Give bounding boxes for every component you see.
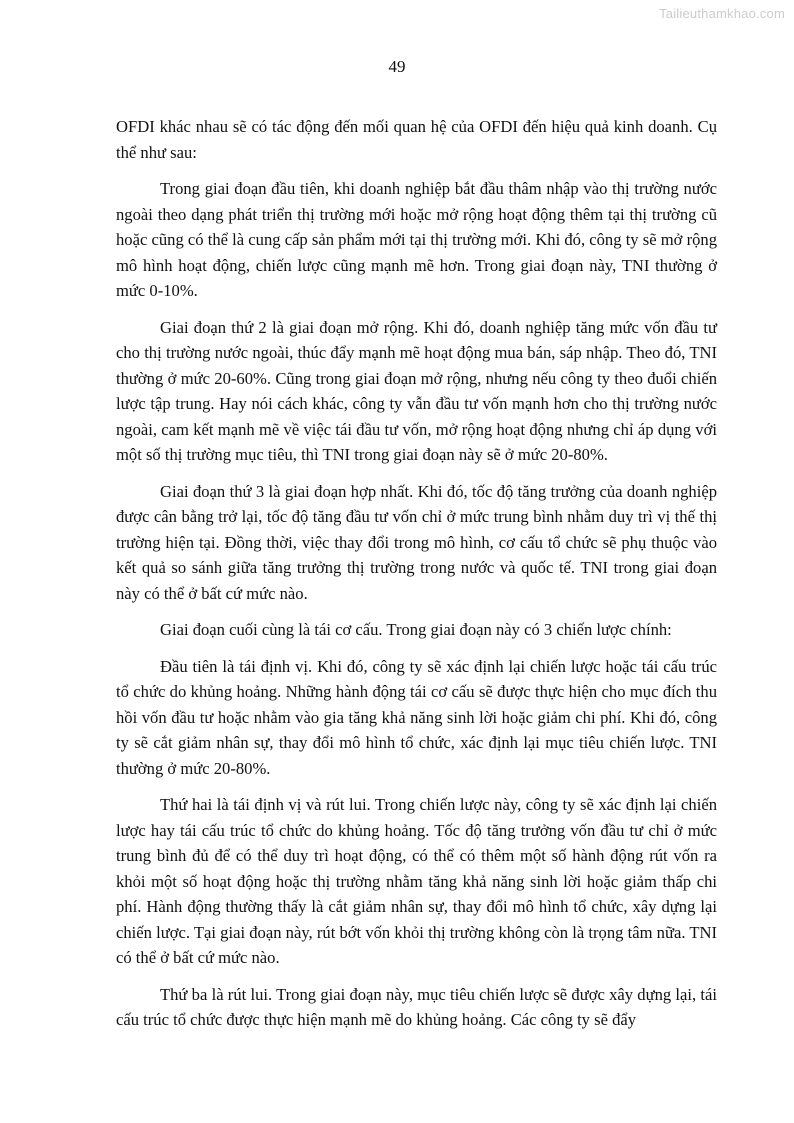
paragraph-3: Giai đoạn thứ 2 là giai đoạn mở rộng. Khi đó, doanh nghiệp tăng mức vốn đầu tư cho thị trường nước ngoài, thúc đẩy mạnh mẽ hoạt động mua bán, sáp nhập. Theo đó, TNI thường ở mức 20-60%. Cũng trong giai đoạn mở rộng, nhưng nếu công ty theo đuổi chiến lược tập trung. Hay nói cách khác, công ty vẫn đầu tư vốn mạnh hơn cho thị trường nước ngoài, cam kết mạnh mẽ về việc tái đầu tư vốn, mở rộng hoạt động nhưng chỉ áp dụng với một số thị trường mục tiêu, thì TNI trong giai đoạn này sẽ ở mức 20-80%. (116, 317, 717, 464)
paragraph-1: OFDI khác nhau sẽ có tác động đến mối quan hệ của OFDI đến hiệu quả kinh doanh. Cụ thể như sau: (116, 117, 717, 162)
paragraph-6: Đầu tiên là tái định vị. Khi đó, công ty sẽ xác định lại chiến lược hoặc tái cấu trúc tổ chức do khủng hoảng. Những hành động tái cơ cấu sẽ được thực hiện cho mục đích thu hồi vốn đầu tư hoặc nhằm vào gia tăng khả năng sinh lời hoặc giảm chi phí. Khi đó, công ty sẽ cắt giảm nhân sự, thay đổi mô hình tổ chức, xác định lại mục tiêu chiến lược. TNI thường ở mức 20-80%. (116, 656, 717, 778)
paragraph-5: Giai đoạn cuối cùng là tái cơ cấu. Trong giai đoạn này có 3 chiến lược chính: (160, 620, 672, 639)
paragraph-7: Thứ hai là tái định vị và rút lui. Trong chiến lược này, công ty sẽ xác định lại chiến lược hay tái cấu trúc tổ chức do khủng hoảng. Tốc độ tăng trưởng vốn đầu tư chỉ ở mức trung bình đủ để có thể duy trì hoạt động, có thể có thêm một số hành động rút vốn ra khỏi một số hoạt động hoặc thị trường nhằm tăng khả năng sinh lời hoặc giảm thấp chi phí. Hành động thường thấy là cắt giảm nhân sự, thay đổi mô hình tổ chức, xây dựng lại chiến lược. Tại giai đoạn này, rút bớt vốn khỏi thị trường không còn là trọng tâm nữa. TNI có thể ở bất cứ mức nào. (116, 795, 717, 967)
watermark: Tailieuthamkhao.com (659, 6, 785, 21)
paragraph-2: Trong giai đoạn đầu tiên, khi doanh nghiệp bắt đầu thâm nhập vào thị trường nước ngoài theo dạng phát triển thị trường mới hoặc mở rộng hoạt động thêm tại thị trường cũ hoặc cũng có thể là cung cấp sản phẩm mới tại thị trường mới. Khi đó, công ty sẽ mở rộng mô hình hoạt động, chiến lược cũng mạnh mẽ hơn. Trong giai đoạn này, TNI thường ở mức 0-10%. (116, 179, 717, 300)
document-body (116, 114, 717, 1044)
paragraph-4: Giai đoạn thứ 3 là giai đoạn hợp nhất. Khi đó, tốc độ tăng trưởng của doanh nghiệp được cân bằng trở lại, tốc độ tăng đầu tư vốn chỉ ở mức trung bình nhằm duy trì vị thế thị trường hiện tại. Đồng thời, việc thay đổi trong mô hình, cơ cấu tổ chức sẽ phụ thuộc vào kết quả so sánh giữa tăng trưởng thị trường trong nước và quốc tế. TNI trong giai đoạn này có thể ở bất cứ mức nào. (116, 481, 717, 603)
paragraph-8: Thứ ba là rút lui. Trong giai đoạn này, mục tiêu chiến lược sẽ được xây dựng lại, tái cấu trúc tổ chức được thực hiện mạnh mẽ do khủng hoảng. Các công ty sẽ đẩy (116, 984, 717, 1029)
page-number: 49 (388, 57, 406, 76)
